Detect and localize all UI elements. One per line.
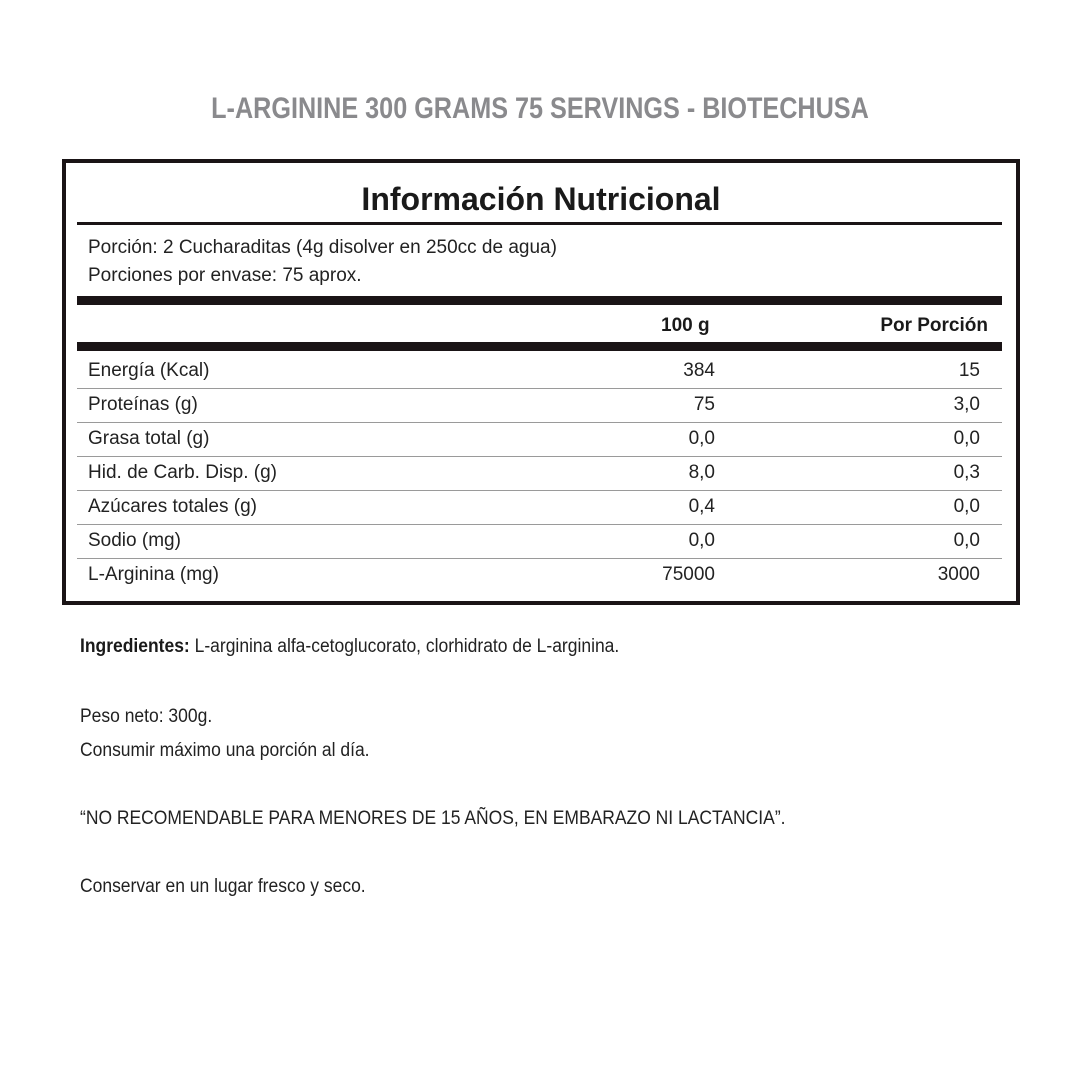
nutrition-facts-panel	[62, 159, 1020, 605]
table-row	[77, 355, 1002, 389]
nutrient-name: L-Arginina (mg)	[88, 564, 219, 585]
value-per-serving: 0,0	[953, 496, 980, 517]
heading-divider	[77, 222, 1002, 225]
net-weight: Peso neto: 300g.	[80, 706, 213, 727]
value-per-serving: 0,3	[953, 462, 980, 483]
table-row	[77, 525, 1002, 559]
value-per-100g: 75000	[662, 564, 715, 585]
value-per-serving: 15	[958, 360, 980, 381]
value-per-100g: 384	[683, 360, 715, 381]
column-header-100g: 100 g	[661, 315, 710, 336]
nutrient-name: Energía (Kcal)	[88, 360, 210, 381]
value-per-serving: 0,0	[953, 428, 980, 449]
storage-instruction: Conservar en un lugar fresco y seco.	[80, 876, 366, 897]
header-divider	[77, 342, 1002, 351]
value-per-100g: 0,4	[688, 496, 715, 517]
value-per-serving: 3000	[937, 564, 980, 585]
ingredients-label: Ingredientes:	[80, 636, 190, 657]
value-per-100g: 0,0	[688, 428, 715, 449]
nutrient-name: Azúcares totales (g)	[88, 496, 257, 517]
nutrition-heading: Información Nutricional	[361, 181, 721, 217]
nutrient-name: Proteínas (g)	[88, 394, 198, 415]
table-row	[77, 389, 1002, 423]
nutrient-table	[77, 355, 1002, 592]
nutrient-name: Grasa total (g)	[88, 428, 210, 449]
ingredients	[80, 636, 619, 658]
nutrient-name: Hid. de Carb. Disp. (g)	[88, 462, 278, 483]
ingredients-text: L-arginina alfa-cetoglucorato, clorhidrato de L-arginina.	[189, 636, 620, 657]
value-per-100g: 0,0	[688, 530, 715, 551]
serving-divider	[77, 296, 1002, 305]
warning-notice: “NO RECOMENDABLE PARA MENORES DE 15 AÑOS, EN EMBARAZO NI LACTANCIA”.	[80, 808, 786, 829]
value-per-100g: 8,0	[688, 462, 715, 483]
usage-instruction: Consumir máximo una porción al día.	[80, 740, 370, 761]
table-row	[77, 491, 1002, 525]
table-row	[77, 423, 1002, 457]
nutrient-name: Sodio (mg)	[88, 530, 181, 551]
value-per-serving: 0,0	[953, 530, 980, 551]
servings-per-container: Porciones por envase: 75 aprox.	[88, 265, 362, 286]
value-per-serving: 3,0	[953, 394, 980, 415]
serving-size: Porción: 2 Cucharaditas (4g disolver en 250cc de agua)	[88, 237, 557, 258]
column-header-per-serving: Por Porción	[880, 315, 988, 336]
value-per-100g: 75	[693, 394, 715, 415]
page-title: L-ARGININE 300 GRAMS 75 SERVINGS - BIOTECHUSA	[211, 92, 869, 125]
table-row	[77, 559, 1002, 592]
table-row	[77, 457, 1002, 491]
